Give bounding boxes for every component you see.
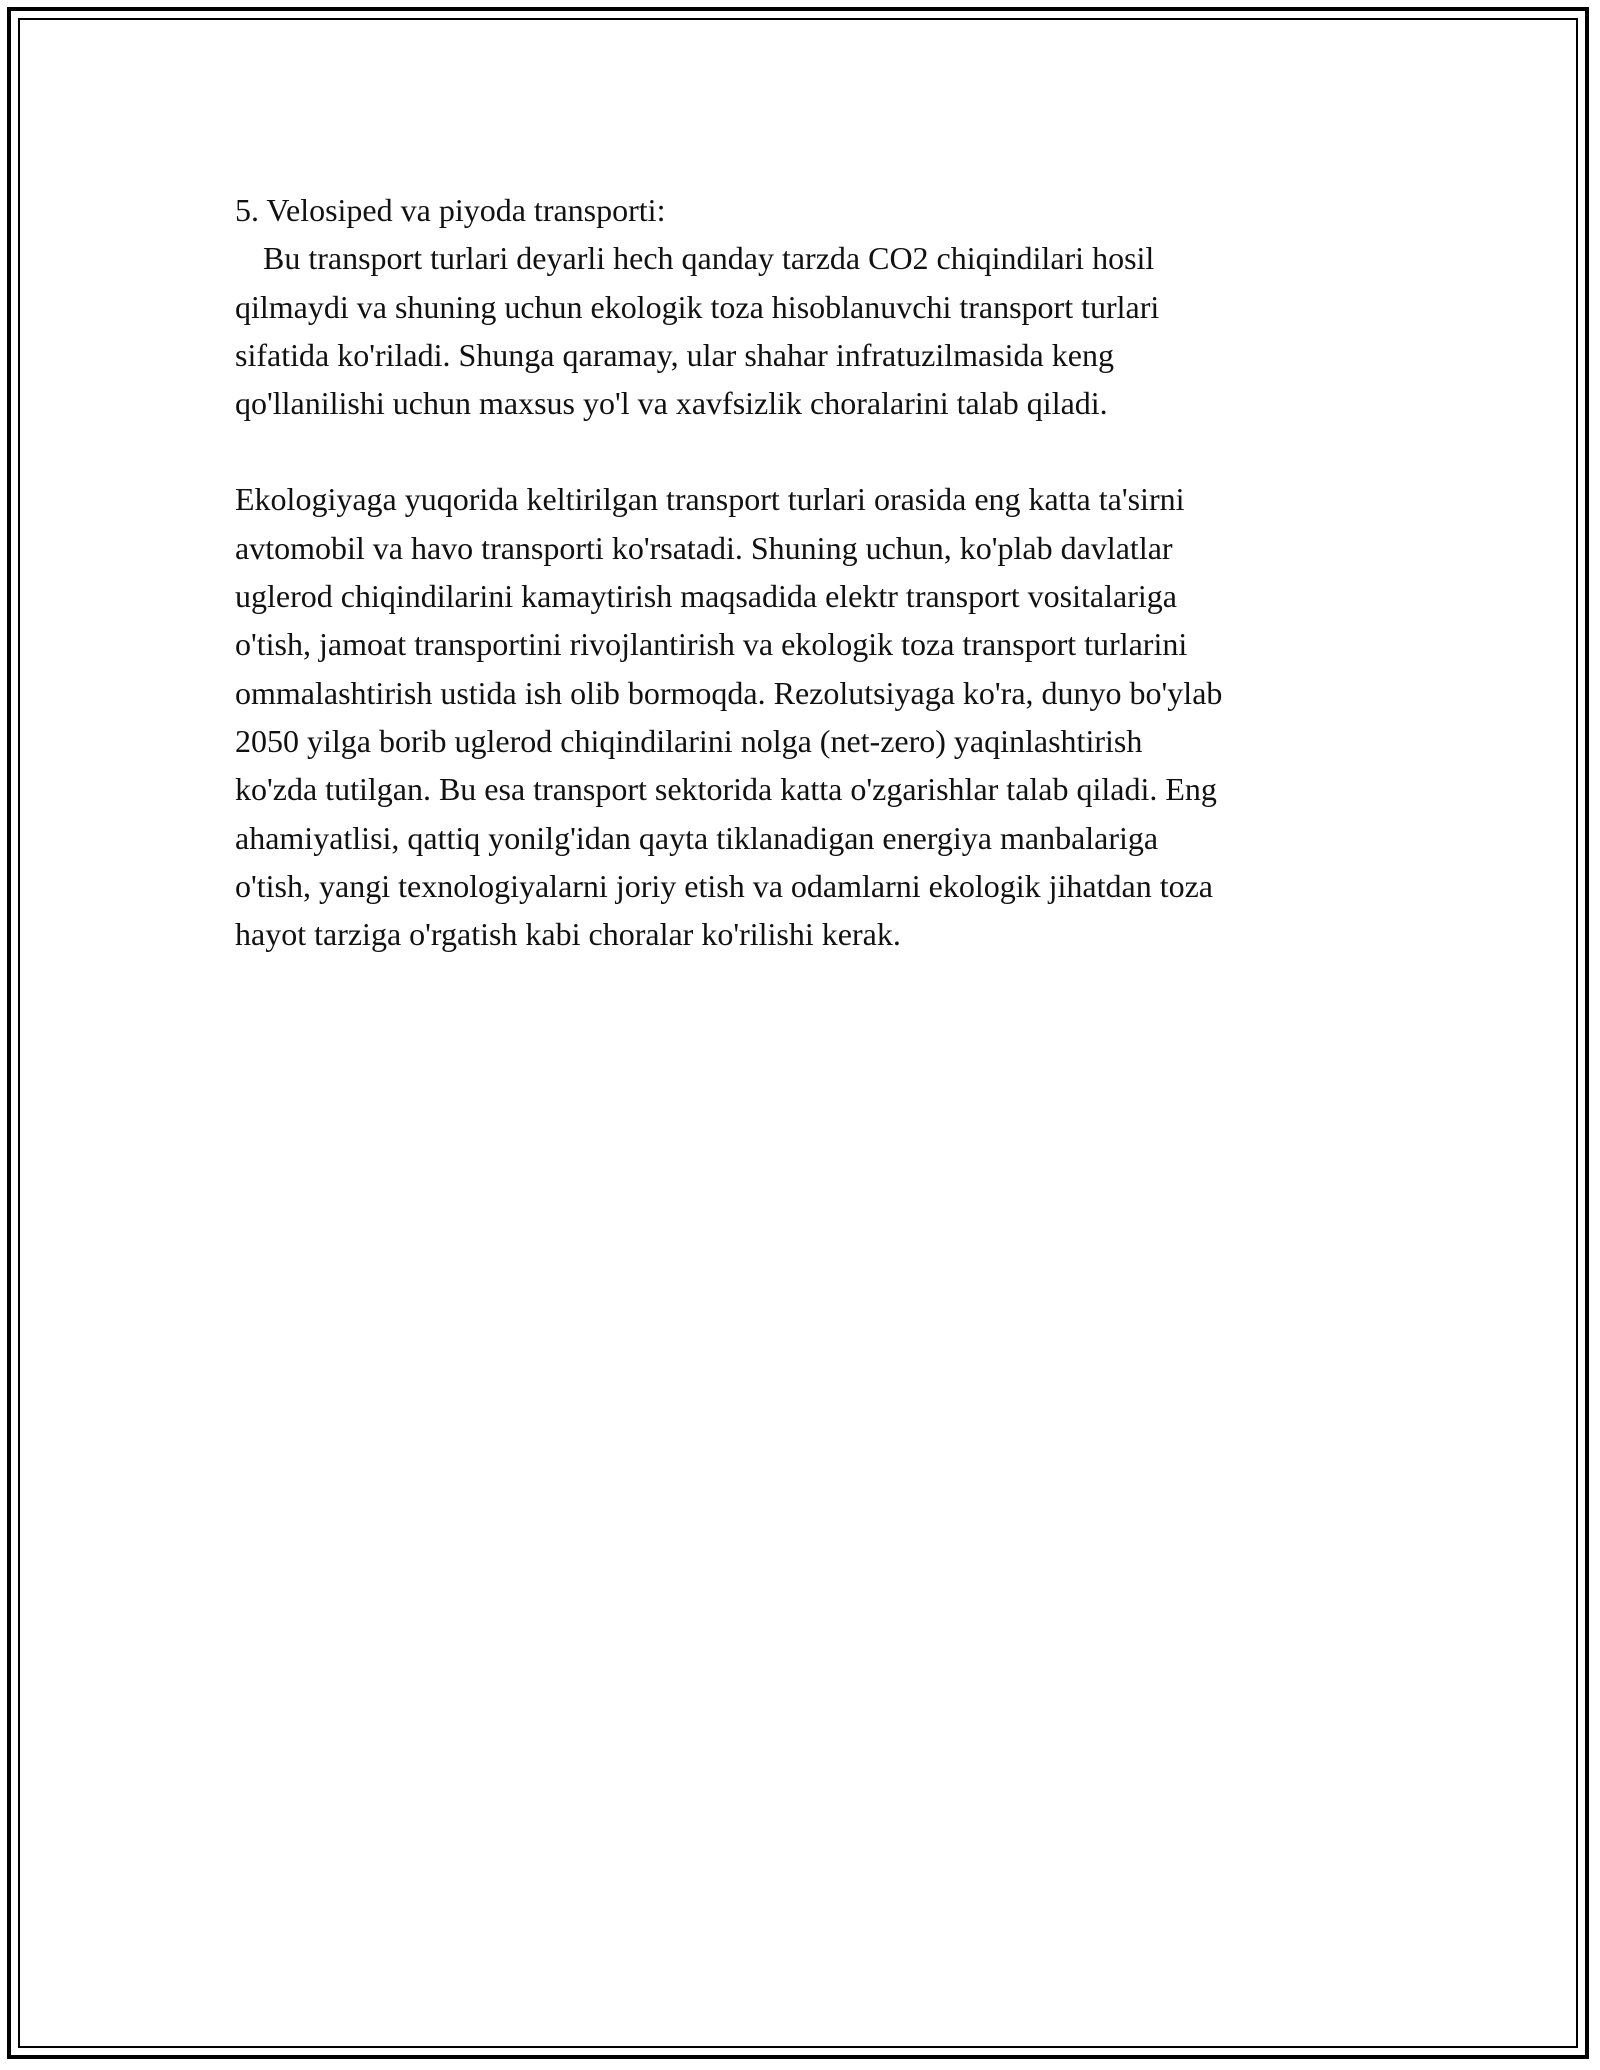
paragraph-line: qilmaydi va shuning uchun ekologik toza hisoblanuvchi transport turlari [235, 288, 1160, 325]
section-heading: 5. Velosiped va piyoda transporti: [235, 192, 666, 228]
paragraph-line: ommalashtirish ustida ish olib bormoqda. Rezolutsiyaga ko'ra, dunyo bo'ylab [235, 674, 1223, 711]
paragraph-line: avtomobil va havo transporti ko'rsatadi. Shuning uchun, ko'plab davlatlar [235, 529, 1173, 566]
paragraph-line: o'tish, yangi texnologiyalarni joriy etish va odamlarni ekologik jihatdan toza [235, 867, 1213, 904]
conclusion-paragraph [235, 475, 1375, 958]
paragraph-line: o'tish, jamoat transportini rivojlantirish va ekologik toza transport turlarini [235, 626, 1188, 663]
paragraph-line: Ekologiyaga yuqorida keltirilgan transport turlari orasida eng katta ta'sirni [235, 481, 1185, 518]
paragraph-line: qo'llanilishi uchun maxsus yo'l va xavfsizlik choralarini talab qiladi. [235, 385, 1108, 422]
paragraph-line: uglerod chiqindilarini kamaytirish maqsadida elektr transport vositalariga [235, 578, 1177, 615]
paragraph-line: Bu transport turlari deyarli hech qanday tarzda CO2 chiqindilari hosil [263, 240, 1155, 277]
paragraph-line: ahamiyatlisi, qattiq yonilg'idan qayta tiklanadigan energiya manbalariga [235, 819, 1159, 856]
paragraph-spacer [235, 427, 1375, 475]
document-body [235, 186, 1375, 958]
paragraph-line: hayot tarziga o'rgatish kabi choralar ko'rilishi kerak. [235, 916, 901, 953]
paragraph-line: sifatida ko'riladi. Shunga qaramay, ular shahar infratuzilmasida keng [235, 336, 1114, 373]
section-bicycle-pedestrian [235, 186, 1375, 427]
paragraph-line: ko'zda tutilgan. Bu esa transport sektorida katta o'zgarishlar talab qiladi. Eng [235, 771, 1217, 808]
paragraph-line: 2050 yilga borib uglerod chiqindilarini nolga (net-zero) yaqinlashtirish [235, 722, 1143, 759]
